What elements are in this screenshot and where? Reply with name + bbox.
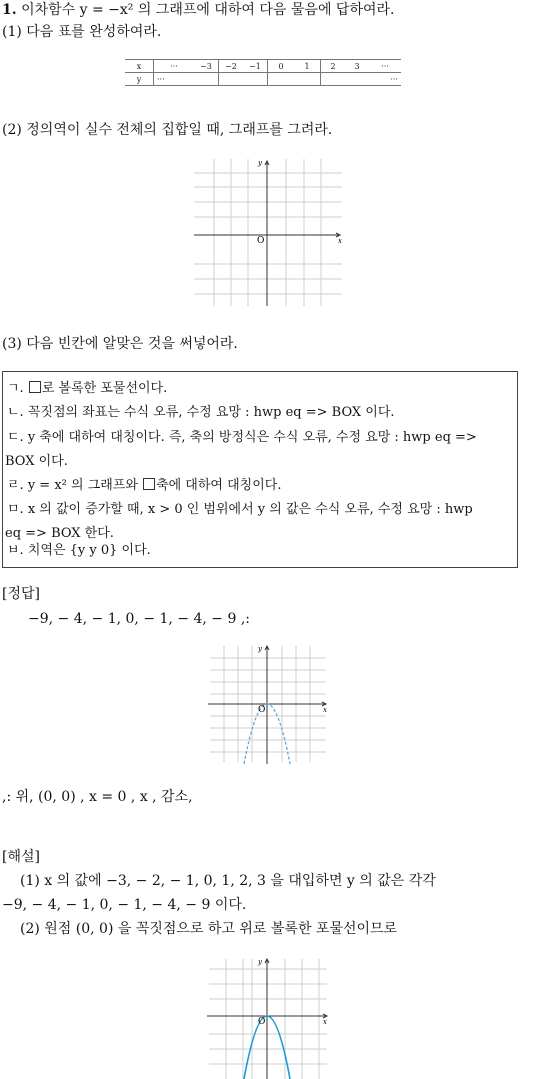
table-header-y: y <box>125 73 154 86</box>
list-item: ㅂ. 치역은 {y y 0} 이다. <box>7 543 151 558</box>
table-cell: 1 <box>294 60 321 73</box>
table-cell <box>194 73 219 86</box>
table-cell: ··· <box>154 60 195 73</box>
origin-label: O <box>258 705 266 715</box>
table-cell: 2 <box>321 60 346 73</box>
part2-label: (2) 정의역이 실수 전체의 집합일 때, 그래프를 그려라. <box>2 122 333 138</box>
problem-statement: 이차함수 y = −x² 의 그래프에 대하여 다음 물음에 답하여라. <box>21 2 395 18</box>
x-axis-label: x <box>338 237 342 245</box>
grid-lines <box>194 159 342 306</box>
table-cell: ··· <box>369 60 401 73</box>
y-axis-label: y <box>258 958 262 966</box>
answer-values: −9, − 4, − 1, 0, − 1, − 4, − 9 ,: <box>28 611 251 627</box>
list-item: ㄱ. 로 볼록한 포물선이다. <box>7 381 168 396</box>
x-axis-label: x <box>323 1018 327 1026</box>
explanation-graph <box>205 955 331 1079</box>
explanation-line: (2) 원점 (0, 0) 을 꼭짓점으로 하고 위로 볼록한 포물선이므로 <box>20 921 398 937</box>
table-row-y <box>125 73 401 86</box>
table-cell <box>321 73 346 86</box>
table-cell: −1 <box>243 60 268 73</box>
explanation-line: −9, − 4, − 1, 0, − 1, − 4, − 9 이다. <box>2 897 247 913</box>
table-cell: ··· <box>154 73 195 86</box>
table-row-x <box>125 60 401 73</box>
explanation-line: (1) x 의 값에 −3, − 2, − 1, 0, 1, 2, 3 을 대입하면 y 의 값은 각각 <box>20 873 436 889</box>
answer-summary: ,: 위, (0, 0) , x = 0 , x , 감소, <box>2 789 193 805</box>
grid-lines <box>209 959 327 1079</box>
table-cell: ··· <box>369 73 401 86</box>
answer-graph <box>206 642 330 766</box>
list-item: ㅁ. x 의 값이 증가할 때, x > 0 인 범위에서 y 의 값은 수식 오류, 수정 요망 : hwp <box>7 502 473 517</box>
problem-header <box>2 1 394 19</box>
blank-square <box>29 381 41 393</box>
table-header-x: x <box>125 60 154 73</box>
table-cell <box>268 73 295 86</box>
axes <box>208 646 326 764</box>
table-cell <box>219 73 244 86</box>
origin-label: O <box>257 236 265 246</box>
table-cell: 3 <box>345 60 369 73</box>
axes <box>194 161 340 306</box>
y-axis-label: y <box>258 159 262 167</box>
list-item: eq => BOX 한다. <box>5 526 114 541</box>
list-item: ㄷ. y 축에 대하여 대칭이다. 즉, 축의 방정식은 수식 오류, 수정 요망 : hwp eq => <box>7 430 477 445</box>
list-item: ㄴ. 꼭짓점의 좌표는 수식 오류, 수정 요망 : hwp eq => BOX 이다. <box>7 405 395 420</box>
answer-label: [정답] <box>2 586 40 602</box>
table-cell: −2 <box>219 60 244 73</box>
y-axis-label: y <box>258 645 262 653</box>
list-item: BOX 이다. <box>5 454 68 469</box>
axes <box>207 959 327 1079</box>
blank-square <box>143 478 155 490</box>
blank-graph <box>190 155 346 310</box>
table-cell <box>243 73 268 86</box>
origin-label: O <box>258 1017 266 1027</box>
table-cell: −3 <box>194 60 219 73</box>
table-cell <box>345 73 369 86</box>
part1-label: (1) 다음 표를 완성하여라. <box>2 24 162 40</box>
x-axis-label: x <box>323 706 327 714</box>
explanation-label: [해설] <box>2 849 40 865</box>
list-item: ㄹ. y = x² 의 그래프와 축에 대하여 대칭이다. <box>7 478 282 493</box>
value-table <box>125 59 401 86</box>
fill-in-box <box>2 371 518 568</box>
part3-label: (3) 다음 빈칸에 알맞은 것을 써넣어라. <box>2 336 238 352</box>
problem-number: 1. <box>2 2 17 18</box>
table-cell: 0 <box>268 60 295 73</box>
table-cell <box>294 73 321 86</box>
